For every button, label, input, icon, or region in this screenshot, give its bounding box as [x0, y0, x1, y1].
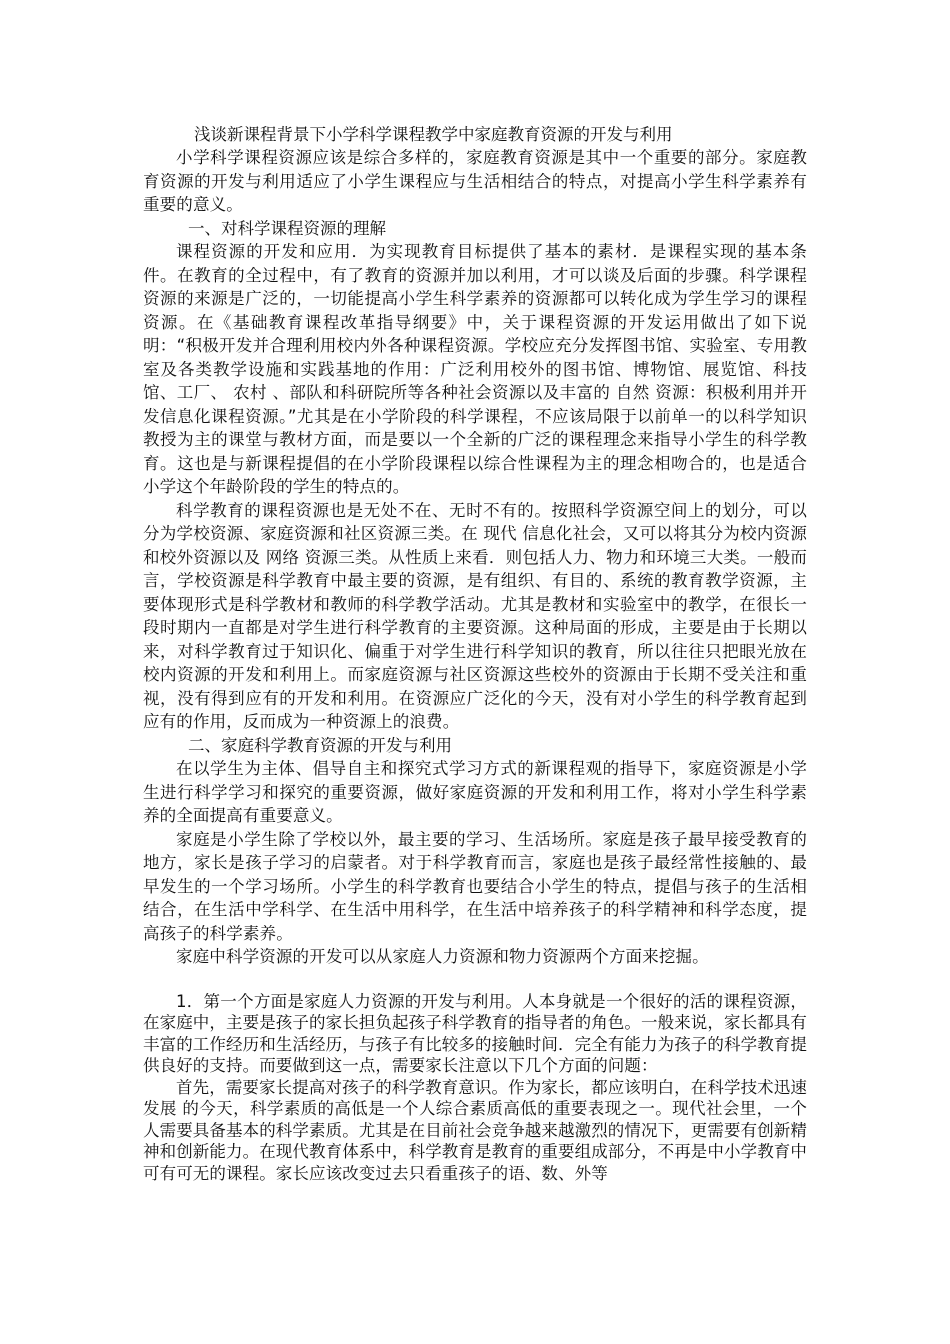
section2-paragraph-2: 家庭是小学生除了学校以外，最主要的学习、生活场所。家庭是孩子最早接受教育的地方，家长是孩子学习的启蒙者。对于科学教育而言，家庭也是孩子最经常性接触的、最早发生的一个学习场所。小学生的科学教育也要结合小学生的特点，提倡与孩子的生活相结合，在生活中学科学、在生活中用科学，在生活中培养孩子的科学精神和科学态度，提高孩子的科学素养。 [143, 829, 807, 943]
document-title: 浅谈新课程背景下小学科学课程教学中家庭教育资源的开发与利用 [194, 125, 673, 144]
intro-paragraph: 小学科学课程资源应该是综合多样的，家庭教育资源是其中一个重要的部分。家庭教育资源的开发与利用适应了小学生课程应与生活相结合的特点，对提高小学生科学素养有重要的意义。 [143, 148, 807, 214]
document-page [143, 124, 807, 1184]
section-heading-2: 二、家庭科学教育资源的开发与利用 [188, 735, 452, 755]
section-heading-1: 一、对科学课程资源的理解 [188, 218, 386, 238]
section1-paragraph-1: 课程资源的开发和应用．为实现教育目标提供了基本的素材．是课程实现的基本条件。在教育的全过程中，有了教育的资源并加以利用，才可以谈及后面的步骤。科学课程资源的来源是广泛的，一切能提高小学生科学素养的资源都可以转化成为学生学习的课程资源。在《基础教育课程改革指导纲要》中，关于课程资源的开发运用做出了如下说明：“积极开发并合理利用校内外各种课程资源。学校应充分发挥图书馆、实验室、专用教室及各类教学设施和实践基地的作用：广泛利用校外的图书馆、博物馆、展览馆、科技馆、工厂、 农村 、部队和科研院所等各种社会资源以及丰富的 自然 资源：积极利用并开发信息化课程资源。”尤其是在小学阶段的科学课程，不应该局限于以前单一的以科学知识教授为主的课堂与教材方面，而是要以一个全新的广泛的课程理念来指导小学生的科学教育。这也是与新课程提倡的在小学阶段课程以综合性课程为主的理念相吻合的，也是适合小学这个年龄阶段的学生的特点的。 [143, 242, 807, 496]
section2-paragraph-4: 1．第一个方面是家庭人力资源的开发与利用。人本身就是一个很好的活的课程资源，在家庭中，主要是孩子的家长担负起孩子科学教育的指导者的角色。一般来说，家长都具有丰富的工作经历和生活经历，与孩子有比较多的接触时间．完全有能力为孩子的科学教育提供良好的支持。而要做到这一点，需要家长注意以下几个方面的问题： [143, 991, 807, 1075]
section2-paragraph-3: 家庭中科学资源的开发可以从家庭人力资源和物力资源两个方面来挖掘。 [176, 947, 709, 966]
section2-paragraph-1: 在以学生为主体、倡导自主和探究式学习方式的新课程观的指导下，家庭资源是小学生进行科学学习和探究的重要资源，做好家庭资源的开发和利用工作，将对小学生科学素养的全面提高有重要意义。 [143, 759, 807, 825]
paragraph-spacer [143, 969, 807, 991]
section2-paragraph-5: 首先，需要家长提高对孩子的科学教育意识。作为家长，都应该明白，在科学技术迅速 发展 的今天，科学素质的高低是一个人综合素质高低的重要表现之一。现代社会里，一个人需要具备基本的科学素质。尤其是在目前社会竞争越来越激烈的情况下，更需要有创新精神和创新能力。在现代教育体系中，科学教育是教育的重要组成部分，不再是中小学教育中可有可无的课程。家长应该改变过去只看重孩子的语、数、外等 [143, 1077, 807, 1183]
section1-paragraph-2: 科学教育的课程资源也是无处不在、无时不有的。按照科学资源空间上的划分，可以分为学校资源、家庭资源和社区资源三类。在 现代 信息化社会，又可以将其分为校内资源和校外资源以及 网络 资源三类。从性质上来看．则包括人力、物力和环境三大类。一般而言，学校资源是科学教育中最主要的资源，是有组织、有目的、系统的教育教学资源，主要体现形式是科学教材和教师的科学教学活动。尤其是教材和实验室中的教学，在很长一段时期内一直都是对学生进行科学教育的主要资源。这种局面的形成，主要是由于长期以来，对科学教育过于知识化、偏重于对学生进行科学知识的教育，所以往往只把眼光放在校内资源的开发和利用上。而家庭资源与社区资源这些校外的资源由于长期不受关注和重视，没有得到应有的开发和利用。在资源应广泛化的今天，没有对小学生的科学教育起到应有的作用，反而成为一种资源上的浪费。 [143, 500, 807, 731]
